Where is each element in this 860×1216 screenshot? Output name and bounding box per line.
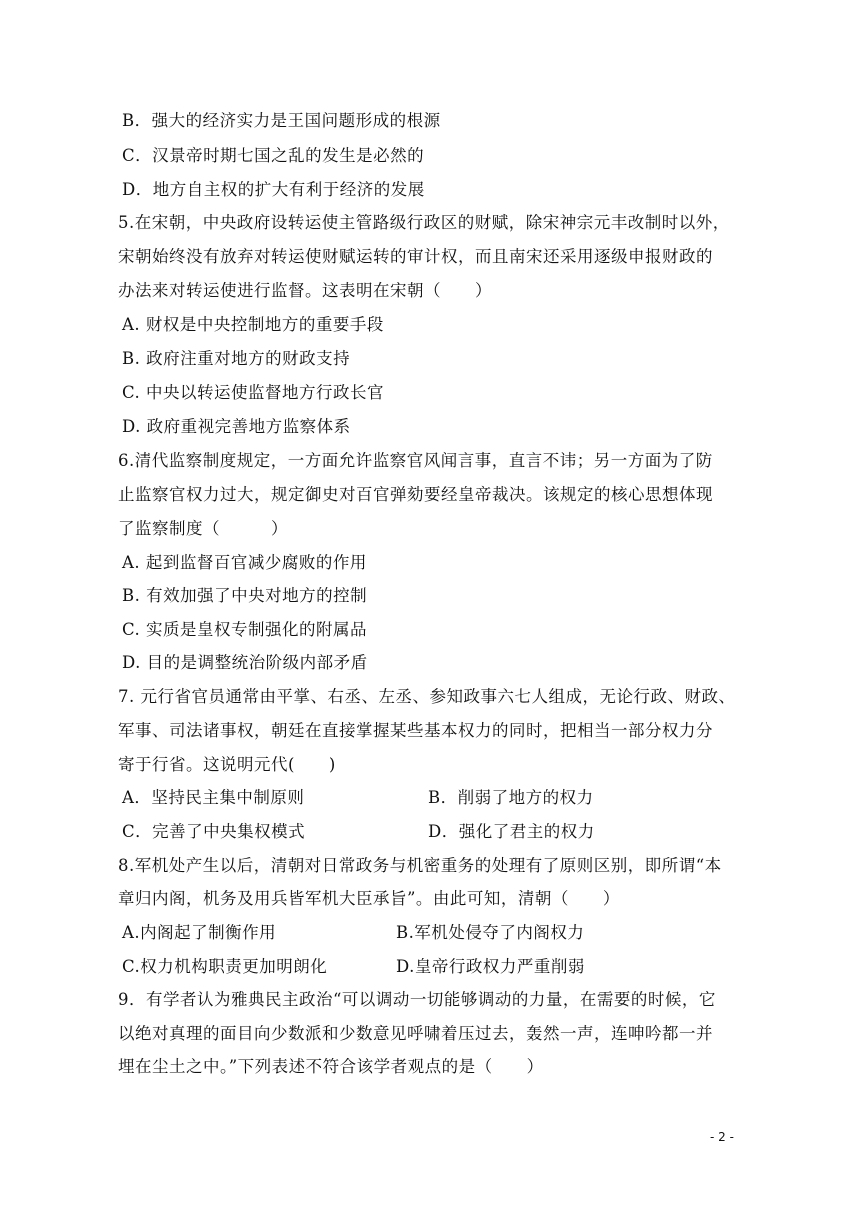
q8-option-c: C.权力机构职责更加明朗化 <box>122 957 328 976</box>
q7-option-b: B．削弱了地方的权力 <box>428 788 594 807</box>
q8-option-b: B.军机处侵夺了内阁权力 <box>396 923 585 942</box>
q7-stem-line-3: 寄于行省。这说明元代( ) <box>118 755 336 774</box>
q6-option-b: B. 有效加强了中央对地方的控制 <box>122 586 368 605</box>
q5-stem-line-1: 5.在宋朝，中央政府设转运使主管路级行政区的财赋，除宋神宗元丰改制时以外， <box>118 213 730 232</box>
page-number: - 2 - <box>710 1130 734 1144</box>
q6-stem-line-2: 止监察官权力过大，规定御史对百官弹劾要经皇帝裁决。该规定的核心思想体现 <box>118 485 713 504</box>
q7-stem-line-2: 军事、司法诸事权，朝廷在直接掌握某些基本权力的同时，把相当一部分权力分 <box>118 721 713 740</box>
q5-stem-line-2: 宋朝始终没有放弃对转运使财赋运转的审计权，而且南宋还采用逐级申报财政的 <box>118 247 713 266</box>
q6-stem-line-1: 6.清代监察制度规定，一方面允许监察官风闻言事，直言不讳；另一方面为了防 <box>118 451 713 470</box>
q8-stem-line-2: 章归内阁，机务及用兵皆军机大臣承旨”。由此可知，清朝（ ） <box>118 889 620 908</box>
q5-option-c: C. 中央以转运使监督地方行政长官 <box>122 383 385 402</box>
q5-option-d: D. 政府重视完善地方监察体系 <box>122 417 351 436</box>
q6-option-a: A. 起到监督百官减少腐败的作用 <box>122 553 367 572</box>
q7-option-a: A．坚持民主集中制原则 <box>122 788 305 807</box>
q8-option-d: D.皇帝行政权力严重削弱 <box>396 957 585 976</box>
q4-option-d: D．地方自主权的扩大有利于经济的发展 <box>122 180 425 199</box>
q6-option-d: D. 目的是调整统治阶级内部矛盾 <box>122 653 368 672</box>
q8-stem-line-1: 8.军机处产生以后，清朝对日常政务与机密重务的处理有了原则区别，即所谓“本 <box>118 856 722 875</box>
q8-option-a: A.内阁起了制衡作用 <box>122 923 277 942</box>
q5-stem-line-3: 办法来对转运使进行监督。这表明在宋朝（ ） <box>118 281 492 300</box>
q5-option-b: B. 政府注重对地方的财政支持 <box>122 349 351 368</box>
q7-option-c: C．完善了中央集权模式 <box>122 822 306 841</box>
q9-stem-line-3: 埋在尘土之中。”下列表述不符合该学者观点的是（ ） <box>118 1057 544 1076</box>
q4-option-b: B．强大的经济实力是王国问题形成的根源 <box>122 111 441 130</box>
q7-option-d: D．强化了君主的权力 <box>428 822 595 841</box>
q6-stem-line-3: 了监察制度（ ） <box>118 519 288 538</box>
q7-stem-line-1: 7. 元行省官员通常由平掌、右丞、左丞、参知政事六七人组成，无论行政、财政、 <box>118 687 736 706</box>
q9-stem-line-2: 以绝对真理的面目向少数派和少数意见呼啸着压过去，轰然一声，连呻吟都一并 <box>118 1024 713 1043</box>
q5-option-a: A. 财权是中央控制地方的重要手段 <box>122 315 384 334</box>
q9-stem-line-1: 9．有学者认为雅典民主政治“可以调动一切能够调动的力量，在需要的时候，它 <box>118 990 716 1009</box>
q4-option-c: C．汉景帝时期七国之乱的发生是必然的 <box>122 146 425 165</box>
q6-option-c: C. 实质是皇权专制强化的附属品 <box>122 620 368 639</box>
